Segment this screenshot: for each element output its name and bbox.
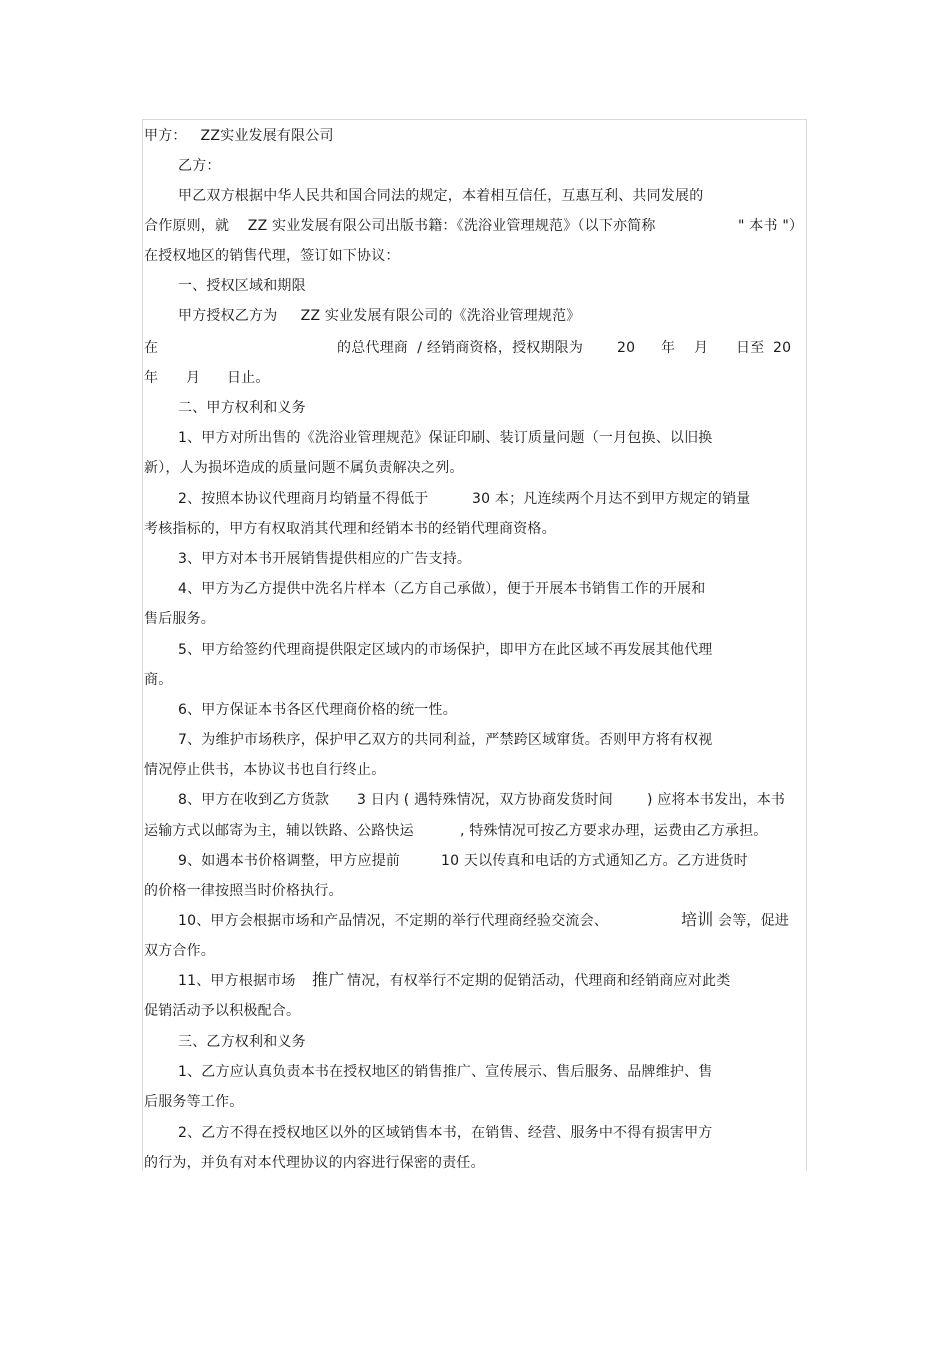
clause-line: 4、甲方为乙方提供中洗名片样本（乙方自己承做），便于开展本书销售工作的开展和 — [178, 581, 706, 597]
day-label: 日止。 — [227, 370, 270, 386]
clause-line: 考核指标的，甲方有权取消其代理和经销本书的经销代理商资格。 — [144, 521, 556, 537]
clause-line: 双方合作。 — [144, 943, 215, 959]
clause-line: 后服务等工作。 — [144, 1094, 244, 1110]
clause-line: 10 天以传真和电话的方式通知乙方。乙方进货时 — [441, 853, 748, 869]
party-b-line: 乙方： — [178, 158, 221, 174]
year-field: 20 — [617, 340, 636, 356]
clause-line: 11、甲方根据市场 — [178, 973, 296, 989]
month-label: 月 — [694, 340, 709, 356]
clause-line: 在 — [144, 340, 159, 356]
party-a-line: 甲方： ZZ实业发展有限公司 — [144, 128, 334, 144]
clause-line: 1、乙方应认真负责本书在授权地区的销售推广、宣传展示、售后服务、品牌维护、售 — [178, 1064, 713, 1080]
clause-line: 2、按照本协议代理商月均销量不得低于 — [178, 491, 429, 507]
clause-line: 5、甲方给签约代理商提供限定区域内的市场保护，即甲方在此区域不再发展其他代理 — [178, 642, 713, 658]
clause-line: ) 应将本书发出，本书 — [647, 792, 786, 808]
section-heading-2: 二、甲方权利和义务 — [178, 400, 306, 416]
clause-line: 1、甲方对所出售的《洗浴业管理规范》保证印刷、装订质量问题（一月包换、以旧换 — [178, 430, 713, 446]
clause-line: 情况，有权举行不定期的促销活动，代理商和经销商应对此类 — [347, 973, 731, 989]
day-label: 日至 — [736, 340, 765, 356]
clause-line: 6、甲方保证本书各区代理商价格的统一性。 — [178, 702, 457, 718]
month-label: 月 — [186, 370, 201, 386]
clause-line: 9、如遇本书价格调整，甲方应提前 — [178, 853, 401, 869]
clause-line: 2、乙方不得在授权地区以外的区域销售本书，在销售、经营、服务中不得有损害甲方 — [178, 1125, 713, 1141]
clause-line: 售后服务。 — [144, 611, 215, 627]
year-label: 年 — [144, 370, 159, 386]
clause-line: , 特殊情况可按乙方要求办理，运费由乙方承担。 — [460, 823, 768, 839]
section-heading-1: 一、授权区域和期限 — [178, 278, 306, 294]
preamble-line-2: 合作原则，就 ZZ 实业发展有限公司出版书籍：《洗浴业管理规范》（以下亦简称 — [144, 218, 656, 234]
clause-line: 促销活动予以积极配合。 — [144, 1003, 301, 1019]
clause-line: 3 日内 ( 遇特殊情况，双方协商发货时间 — [357, 792, 613, 808]
clause-line: 会等，促进 — [718, 913, 789, 929]
preamble-line-3: 在授权地区的销售代理，签订如下协议： — [144, 248, 400, 264]
clause-line: 推广 — [312, 970, 345, 989]
clause-line: 培训 — [681, 910, 714, 929]
clause-line: 7、为维护市场秩序，保护甲乙双方的共同利益，严禁跨区域窜货。否则甲方将有权视 — [178, 732, 713, 748]
clause-line: 的行为，并负有对本代理协议的内容进行保密的责任。 — [144, 1155, 485, 1171]
preamble-line-2-tail: " 本书 "） — [738, 218, 804, 234]
section-heading-3: 三、乙方权利和义务 — [178, 1034, 306, 1050]
preamble-line-1: 甲乙双方根据中华人民共和国合同法的规定，本着相互信任，互惠互利、共同发展的 — [178, 188, 704, 204]
clause-line: 新），人为损坏造成的质量问题不属负责解决之列。 — [144, 460, 464, 476]
clause-line: 甲方授权乙方为 ZZ 实业发展有限公司的《洗浴业管理规范》 — [178, 308, 581, 324]
clause-line: 30 本；凡连续两个月达不到甲方规定的销量 — [472, 491, 751, 507]
clause-line: 运输方式以邮寄为主，辅以铁路、公路快运 — [144, 823, 414, 839]
clause-line: 的总代理商 / 经销商资格，授权期限为 — [337, 340, 584, 356]
clause-line: 10、甲方会根据市场和产品情况，不定期的举行代理商经验交流会、 — [178, 913, 609, 929]
year-label: 年 — [661, 340, 676, 356]
clause-line: 商。 — [144, 672, 173, 688]
clause-line: 8、甲方在收到乙方货款 — [178, 792, 330, 808]
year-field: 20 — [773, 340, 792, 356]
clause-line: 情况停止供书，本协议书也自行终止。 — [144, 762, 386, 778]
clause-line: 3、甲方对本书开展销售提供相应的广告支持。 — [178, 551, 472, 567]
clause-line: 的价格一律按照当时价格执行。 — [144, 883, 343, 899]
